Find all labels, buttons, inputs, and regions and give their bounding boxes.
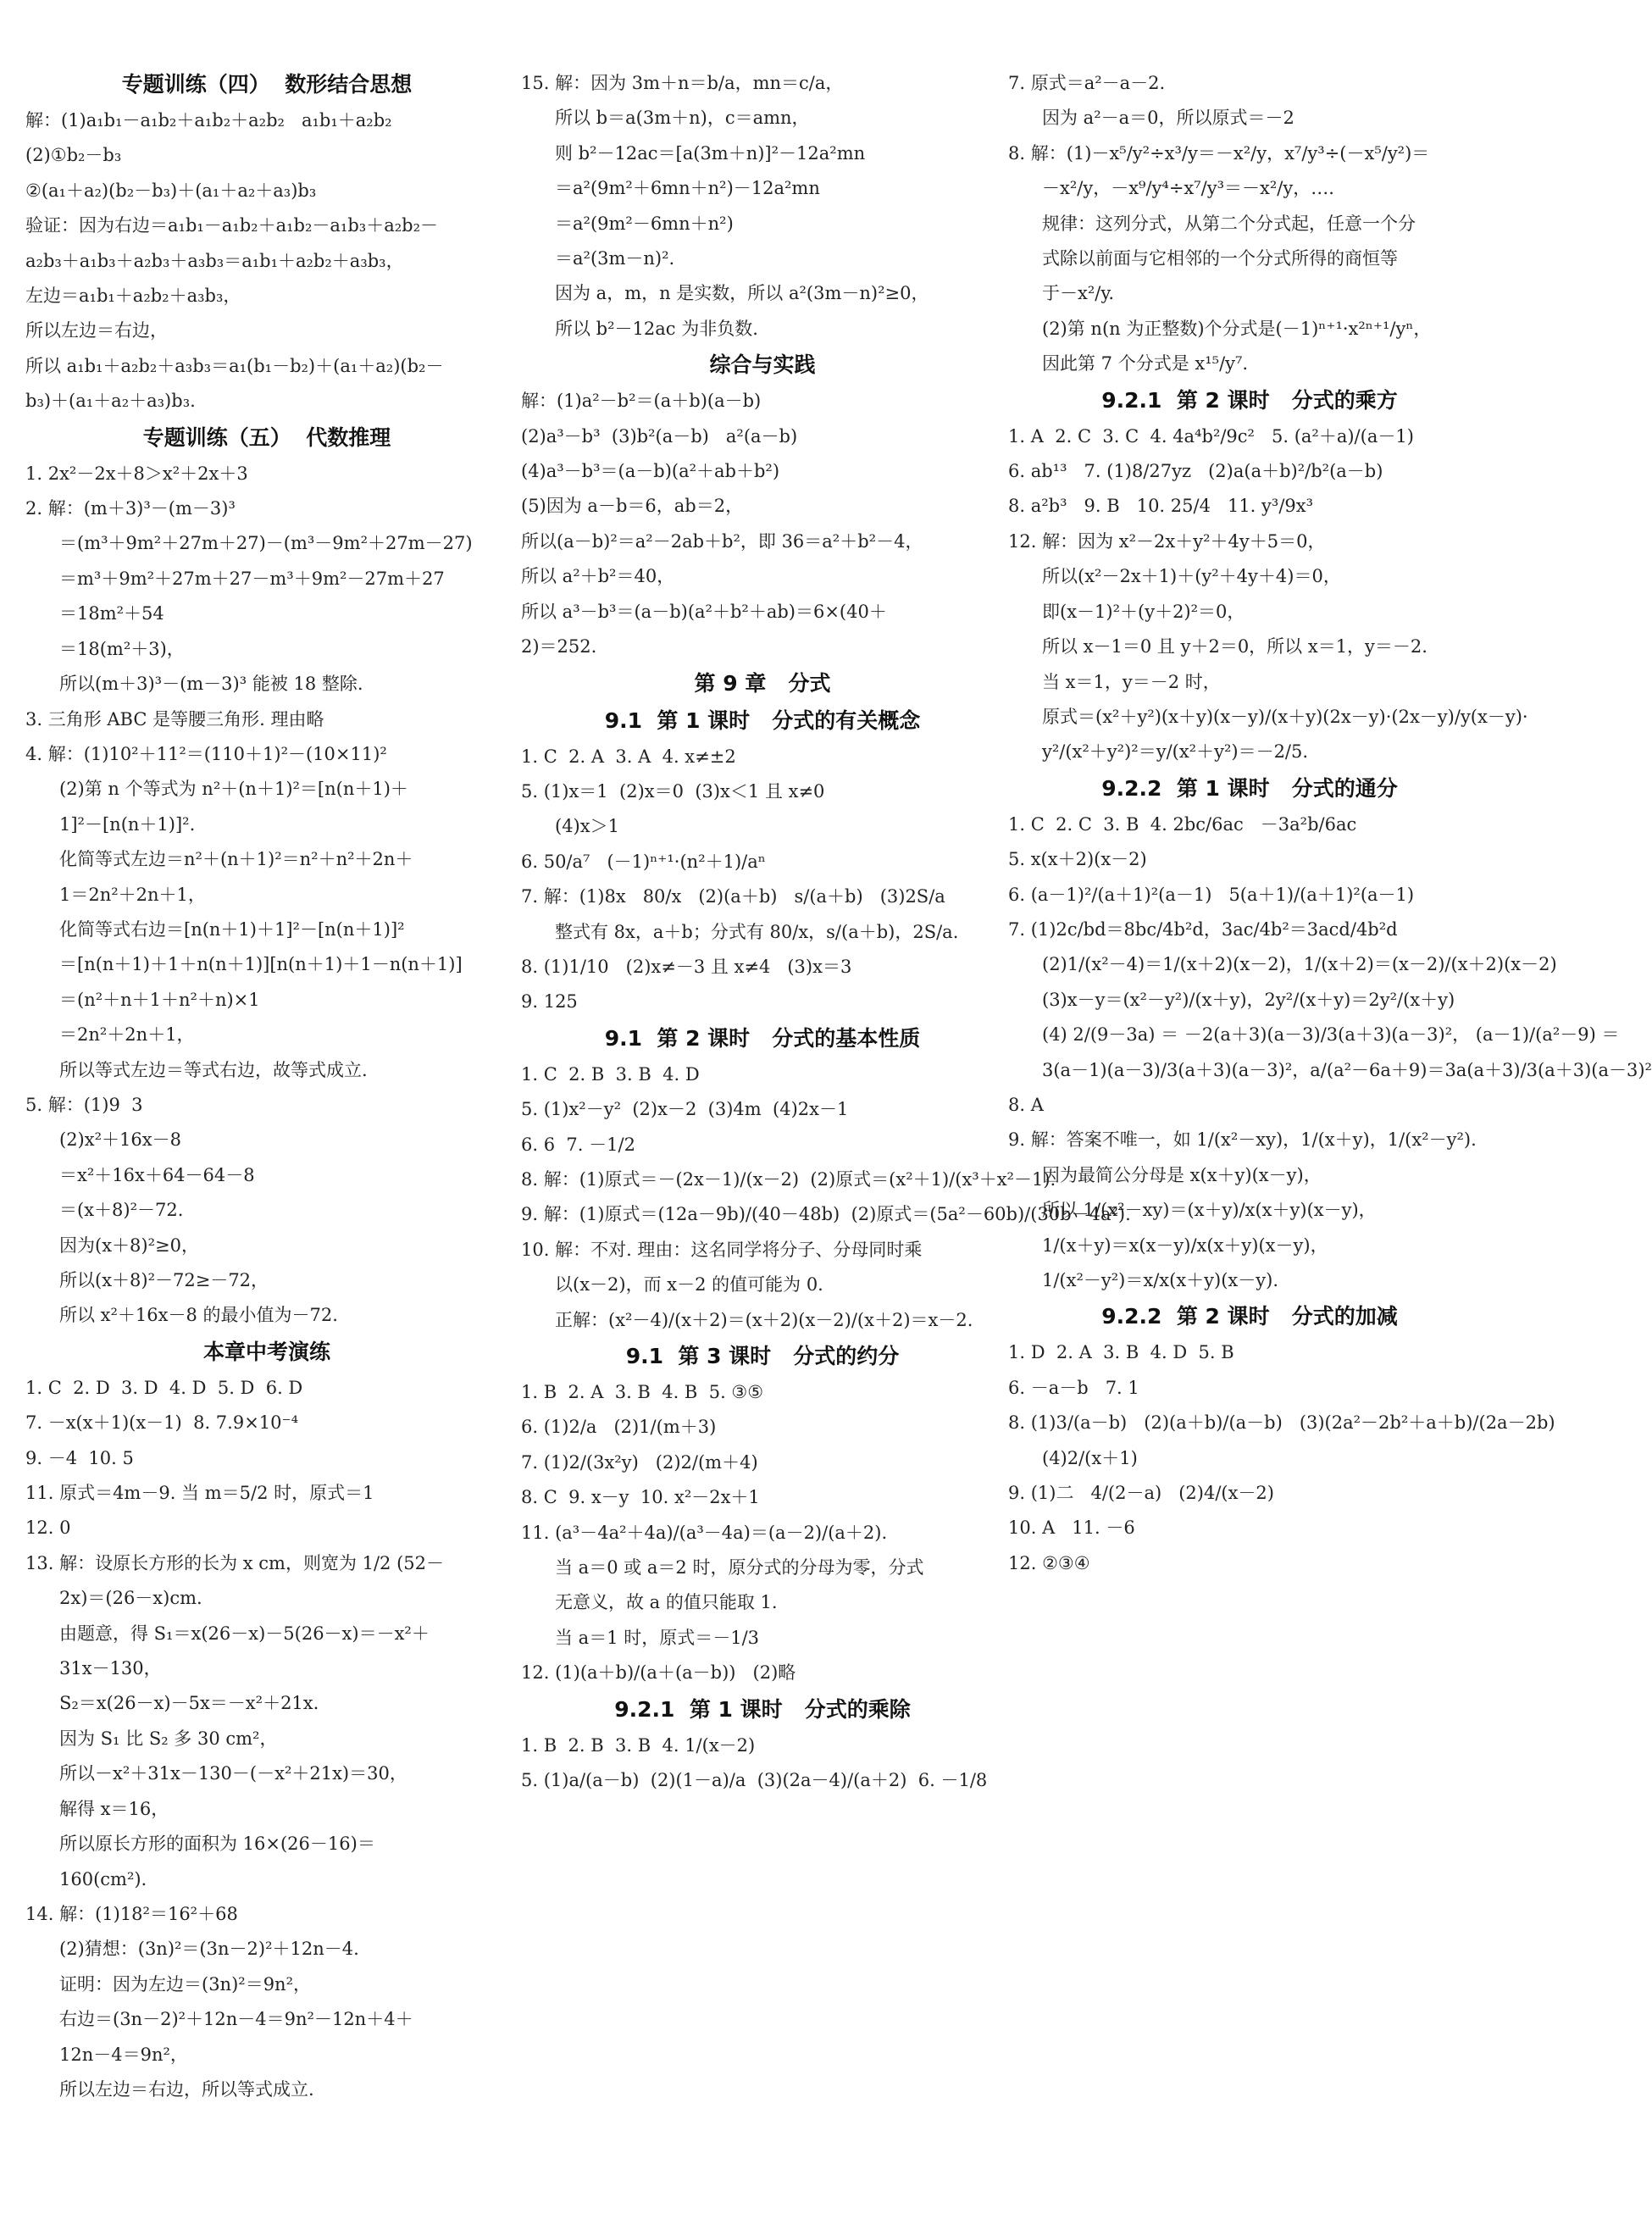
answer-line: 以(x－2)，而 x－2 的值可能为 0. xyxy=(555,1274,823,1296)
answer-line: 9. (1)二 4/(2－a) (2)4/(x－2) xyxy=(1008,1483,1274,1504)
answer-line: 7. (1)2/(3x²y) (2)2/(m＋4) xyxy=(521,1451,758,1473)
answer-line: 式除以前面与它相邻的一个分式所得的商恒等 xyxy=(1042,248,1398,269)
answer-line: 6. (a－1)²/(a＋1)²(a－1) 5(a＋1)/(a＋1)²(a－1) xyxy=(1008,884,1415,905)
answer-line: 3. 三角形 ABC 是等腰三角形. 理由略 xyxy=(25,708,324,730)
answer-line: 7. (1)2c/bd＝8bc/4b²d，3ac/4b²＝3acd/4b²d xyxy=(1008,918,1398,940)
answer-line: 左边＝a₁b₁＋a₂b₂＋a₃b₃， xyxy=(25,286,241,307)
answer-line: a₂b₃＋a₁b₃＋a₂b₃＋a₃b₃＝a₁b₁＋a₂b₂＋a₃b₃， xyxy=(25,250,404,271)
answer-line: 1. C 2. C 3. B 4. 2bc/6ac －3a²b/6ac xyxy=(1008,813,1357,835)
answer-line: ＝a²(9m²＋6mn＋n²)－12a²mn xyxy=(555,178,820,199)
answer-line: ＝(n²＋n＋1＋n²＋n)×1 xyxy=(59,989,260,1010)
answer-line: 所以原长方形的面积为 16×(26－16)＝ xyxy=(59,1834,375,1855)
answer-line: 2x)＝(26－x)cm. xyxy=(59,1588,202,1609)
answer-line: 12. (1)(a＋b)/(a＋(a－b)) (2)略 xyxy=(521,1662,796,1684)
answer-line: 所以(x＋8)²－72≥－72， xyxy=(59,1270,269,1290)
answer-line: b₃)＋(a₁＋a₂＋a₃)b₃. xyxy=(25,391,196,412)
answer-line: 14. 解：(1)18²＝16²＋68 xyxy=(25,1903,238,1924)
answer-line: 因为 S₁ 比 S₂ 多 30 cm²， xyxy=(59,1728,278,1749)
answer-line: 正解：(x²－4)/(x＋2)＝(x＋2)(x－2)/(x＋2)＝x－2. xyxy=(555,1309,973,1330)
answer-line: y²/(x²＋y²)²＝y/(x²＋y²)＝－2/5. xyxy=(1042,741,1309,763)
answer-line: 11. (a³－4a²＋4a)/(a³－4a)＝(a－2)/(a＋2). xyxy=(521,1522,888,1543)
section-heading: 9.1 第 3 课时 分式的约分 xyxy=(625,1344,900,1368)
answer-line: 当 a＝1 时，原式＝－1/3 xyxy=(555,1627,760,1648)
answer-line: 5. x(x＋2)(x－2) xyxy=(1008,849,1147,870)
answer-line: 验证：因为右边＝a₁b₁－a₁b₂＋a₁b₂－a₁b₃＋a₂b₂－ xyxy=(25,215,438,236)
section-heading: 9.1 第 1 课时 分式的有关概念 xyxy=(604,707,921,733)
answer-line: 6. 50/a⁷ (－1)ⁿ⁺¹·(n²＋1)/aⁿ xyxy=(521,851,766,872)
answer-line: 规律：这列分式，从第二个分式起，任意一个分 xyxy=(1042,213,1416,234)
answer-line: 因为最简公分母是 x(x＋y)(x－y)， xyxy=(1042,1164,1322,1185)
answer-line: 6. ab¹³ 7. (1)8/27yz (2)a(a＋b)²/b²(a－b) xyxy=(1008,461,1383,482)
answer-line: (2)x²＋16x－8 xyxy=(59,1129,181,1151)
answer-line: 所以 a²＋b²＝40， xyxy=(521,566,675,587)
section-heading: 专题训练（五） 代数推理 xyxy=(142,424,391,450)
answer-line: 因为 a²－a＝0，所以原式＝－2 xyxy=(1042,108,1294,129)
answer-line: (2)a³－b³ (3)b²(a－b) a²(a－b) xyxy=(521,425,798,447)
answer-line: 证明：因为左边＝(3n)²＝9n²， xyxy=(59,1973,311,1995)
answer-line: 无意义，故 a 的值只能取 1. xyxy=(555,1592,778,1613)
answer-line: 因为(x＋8)²≥0， xyxy=(59,1235,199,1256)
answer-line: 12. 0 xyxy=(25,1517,71,1539)
answer-line: 整式有 8x，a＋b；分式有 80/x，s/(a＋b)，2S/a. xyxy=(555,921,959,942)
answer-line: 8. a²b³ 9. B 10. 25/4 11. y³/9x³ xyxy=(1008,496,1314,517)
answer-line: 则 b²－12ac＝[a(3m＋n)]²－12a²mn xyxy=(555,142,866,164)
answer-line: 4. 解：(1)10²＋11²＝(110＋1)²－(10×11)² xyxy=(25,743,387,764)
answer-line: 8. A xyxy=(1008,1094,1044,1115)
answer-line: 5. (1)a/(a－b) (2)(1－a)/a (3)(2a－4)/(a＋2) 6. －1/8 xyxy=(521,1770,988,1791)
answer-line: ＝18m²＋54 xyxy=(59,603,164,624)
answer-line: 当 x＝1，y＝－2 时， xyxy=(1042,671,1221,692)
answer-line: 15. 解：因为 3m＋n＝b/a，mn＝c/a， xyxy=(521,73,844,93)
section-heading: 9.2.2 第 1 课时 分式的通分 xyxy=(1101,775,1398,801)
section-heading: 综合与实践 xyxy=(709,352,816,378)
answer-line: 8. (1)1/10 (2)x≠－3 且 x≠4 (3)x＝3 xyxy=(521,956,852,977)
answer-line: 6. －a－b 7. 1 xyxy=(1008,1377,1139,1398)
answer-line: (2)第 n(n 为正整数)个分式是(－1)ⁿ⁺¹·x²ⁿ⁺¹/yⁿ， xyxy=(1042,318,1432,339)
answer-line: 1/(x²－y²)＝x/x(x＋y)(x－y). xyxy=(1042,1270,1278,1290)
answer-line: S₂＝x(26－x)－5x＝－x²＋21x. xyxy=(59,1693,319,1714)
answer-column-1 xyxy=(25,66,508,2107)
answer-line: 12. ②③④ xyxy=(1008,1552,1090,1573)
answer-column-3 xyxy=(1008,66,1652,1581)
answer-line: 7. －x(x＋1)(x－1) 8. 7.9×10⁻⁴ xyxy=(25,1412,299,1434)
answer-line: (4)2/(x＋1) xyxy=(1042,1447,1138,1468)
answer-line: 6. 6 7. －1/2 xyxy=(521,1134,635,1155)
answer-line: 所以 b²－12ac 为非负数. xyxy=(555,318,758,339)
answer-line: 9. 解：(1)原式＝(12a－9b)/(40－48b) (2)原式＝(5a²－60b)/(30b－4a²). xyxy=(521,1204,1131,1225)
answer-line: 8. (1)3/(a－b) (2)(a＋b)/(a－b) (3)(2a²－2b²＋a＋b)/(2a－2b) xyxy=(1008,1412,1555,1434)
answer-line: 10. 解：不对. 理由：这名同学将分子、分母同时乘 xyxy=(521,1239,923,1260)
answer-line: 9. 125 xyxy=(521,991,578,1013)
answer-line: 由题意，得 S₁＝x(26－x)－5(26－x)＝－x²＋ xyxy=(59,1623,430,1644)
answer-line: 解：(1)a²－b²＝(a＋b)(a－b) xyxy=(521,391,762,412)
answer-line: 当 a＝0 或 a＝2 时，原分式的分母为零，分式 xyxy=(555,1557,924,1579)
answer-line: 3(a－1)(a－3)/3(a＋3)(a－3)²，a/(a²－6a＋9)＝3a(a＋3)/3(a＋3)(a－3)² xyxy=(1042,1059,1652,1080)
answer-line: 12. 解：因为 x²－2x＋y²＋4y＋5＝0， xyxy=(1008,530,1326,552)
answer-line: 1＝2n²＋2n＋1， xyxy=(59,884,206,905)
answer-line: 8. C 9. x－y 10. x²－2x＋1 xyxy=(521,1487,760,1508)
answer-line: 化简等式左边＝n²＋(n＋1)²＝n²＋n²＋2n＋ xyxy=(59,849,413,870)
answer-line: ＝(x＋8)²－72. xyxy=(59,1200,184,1221)
answer-line: 所以(a－b)²＝a²－2ab＋b²，即 36＝a²＋b²－4， xyxy=(521,530,923,552)
answer-line: ＝18(m²＋3)， xyxy=(59,638,185,659)
answer-line: 1. D 2. A 3. B 4. D 5. B xyxy=(1008,1342,1234,1363)
answer-line: 1. A 2. C 3. C 4. 4a⁴b²/9c² 5. (a²＋a)/(a－1) xyxy=(1008,425,1414,447)
answer-line: 1. C 2. A 3. A 4. x≠±2 xyxy=(521,746,736,767)
answer-line: ＝x²＋16x＋64－64－8 xyxy=(59,1164,255,1185)
answer-line: (2)第 n 个等式为 n²＋(n＋1)²＝[n(n＋1)＋ xyxy=(59,779,408,800)
answer-line: (2)1/(x²－4)＝1/(x＋2)(x－2)，1/(x＋2)＝(x－2)/(x＋2)(x－2) xyxy=(1042,954,1557,975)
section-heading: 9.2.2 第 2 课时 分式的加减 xyxy=(1101,1304,1398,1329)
answer-line: 原式＝(x²＋y²)(x＋y)(x－y)/(x＋y)(2x－y)·(2x－y)/y(x－y)· xyxy=(1042,706,1528,727)
answer-line: －x²/y，－x⁹/y⁴÷x⁷/y³＝－x²/y，…. xyxy=(1042,178,1334,199)
answer-line: 5. 解：(1)9 3 xyxy=(25,1094,143,1115)
section-heading: 本章中考演练 xyxy=(202,1339,330,1364)
answer-line: (2)①b₂－b₃ xyxy=(25,145,122,166)
answer-line: 1. B 2. A 3. B 4. B 5. ③⑤ xyxy=(521,1382,764,1402)
answer-line: 化简等式右边＝[n(n＋1)＋1]²－[n(n＋1)]² xyxy=(59,918,405,940)
answer-line: (4) 2/(9－3a) ＝ －2(a＋3)(a－3)/3(a＋3)(a－3)²， (a－1)/(a²－9) ＝ xyxy=(1042,1024,1620,1046)
answer-line: 31x－130， xyxy=(59,1658,162,1679)
answer-line: 解：(1)a₁b₁－a₁b₂＋a₁b₂＋a₂b₂ a₁b₁＋a₂b₂ xyxy=(25,110,392,130)
answer-line: 所以 a³－b³＝(a－b)(a²＋b²＋ab)＝6×(40＋ xyxy=(521,601,887,622)
answer-line: 9. 解：答案不唯一，如 1/(x²－xy)，1/(x＋y)，1/(x²－y²). xyxy=(1008,1129,1477,1151)
answer-line: 所以等式左边＝等式右边，故等式成立. xyxy=(59,1059,368,1080)
answer-line: 2. 解：(m＋3)³－(m－3)³ xyxy=(25,498,236,519)
section-heading: 9.1 第 2 课时 分式的基本性质 xyxy=(604,1025,921,1051)
answer-line: 1. B 2. B 3. B 4. 1/(x－2) xyxy=(521,1734,756,1756)
answer-line: 7. 解：(1)8x 80/x (2)(a＋b) s/(a＋b) (3)2S/a xyxy=(521,886,945,907)
answer-line: 1/(x＋y)＝x(x－y)/x(x＋y)(x－y)， xyxy=(1042,1235,1328,1256)
answer-line: 5. (1)x＝1 (2)x＝0 (3)x＜1 且 x≠0 xyxy=(521,780,825,802)
answer-line: 8. 解：(1)－x⁵/y²÷x³/y＝－x²/y，x⁷/y³÷(－x⁵/y²)＝ xyxy=(1008,142,1430,164)
answer-line: 1. 2x²－2x＋8＞x²＋2x＋3 xyxy=(25,463,248,484)
answer-line: ＝2n²＋2n＋1， xyxy=(59,1024,195,1046)
answer-line: 所以 a₁b₁＋a₂b₂＋a₃b₃＝a₁(b₁－b₂)＋(a₁＋a₂)(b₂－ xyxy=(25,355,444,376)
answer-line: 所以 x－1＝0 且 y＋2＝0，所以 x＝1，y＝－2. xyxy=(1042,636,1427,657)
answer-line: (3)x－y＝(x²－y²)/(x＋y)，2y²/(x＋y)＝2y²/(x＋y) xyxy=(1042,989,1455,1010)
answer-line: (5)因为 a－b＝6，ab＝2， xyxy=(521,496,744,517)
answer-line: 12n－4＝9n²， xyxy=(59,2044,188,2065)
answer-line: (4)x＞1 xyxy=(555,816,619,837)
answer-line: ＝a²(3m－n)². xyxy=(555,248,675,269)
answer-line: 所以－x²＋31x－130－(－x²＋21x)＝30， xyxy=(59,1763,407,1784)
section-heading: 9.2.1 第 1 课时 分式的乘除 xyxy=(614,1696,911,1722)
answer-line: 8. 解：(1)原式＝－(2x－1)/(x－2) (2)原式＝(x²＋1)/(x³＋x²－1). xyxy=(521,1168,1056,1190)
answer-line: 所以左边＝右边，所以等式成立. xyxy=(59,2078,314,2100)
answer-line: 所以(m＋3)³－(m－3)³ 能被 18 整除. xyxy=(59,674,363,695)
answer-line: 1. C 2. D 3. D 4. D 5. D 6. D xyxy=(25,1377,303,1398)
answer-line: 因为 a，m，n 是实数，所以 a²(3m－n)²≥0， xyxy=(555,283,929,304)
answer-line: 9. －4 10. 5 xyxy=(25,1447,134,1468)
answer-line: 所以 1/(x²－xy)＝(x＋y)/x(x＋y)(x－y)， xyxy=(1042,1200,1377,1221)
section-heading: 9.2.1 第 2 课时 分式的乘方 xyxy=(1101,387,1398,413)
answer-line: ＝m³＋9m²＋27m＋27－m³＋9m²－27m＋27 xyxy=(59,568,445,589)
answer-line: ＝(m³＋9m²＋27m＋27)－(m³－9m²＋27m－27) xyxy=(59,533,473,554)
section-heading: 专题训练（四） 数形结合思想 xyxy=(121,72,413,97)
answer-line: ②(a₁＋a₂)(b₂－b₃)＋(a₁＋a₂＋a₃)b₃ xyxy=(25,180,317,201)
answer-line: 11. 原式＝4m－9. 当 m＝5/2 时，原式＝1 xyxy=(25,1483,374,1504)
answer-line: 1. C 2. B 3. B 4. D xyxy=(521,1063,700,1085)
answer-line: 所以 x²＋16x－8 的最小值为－72. xyxy=(59,1305,338,1326)
answer-line: 所以(x²－2x＋1)＋(y²＋4y＋4)＝0， xyxy=(1042,566,1341,587)
answer-line: 所以 b＝a(3m＋n)，c＝amn， xyxy=(555,108,810,129)
answer-line: 1]²－[n(n＋1)]². xyxy=(59,813,196,835)
answer-line: 6. (1)2/a (2)1/(m＋3) xyxy=(521,1417,717,1438)
answer-line: 2)＝252. xyxy=(521,636,597,657)
answer-line: 于－x²/y. xyxy=(1042,283,1115,304)
answer-line: 解得 x＝16， xyxy=(59,1798,169,1819)
answer-line: (4)a³－b³＝(a－b)(a²＋ab＋b²) xyxy=(521,461,780,482)
section-heading: 第 9 章 分式 xyxy=(694,670,831,696)
answer-line: 160(cm²). xyxy=(59,1868,147,1889)
answer-line: 10. A 11. －6 xyxy=(1008,1517,1135,1539)
answer-line: 所以左边＝右边， xyxy=(25,320,168,341)
answer-line: 右边＝(3n－2)²＋12n－4＝9n²－12n＋4＋ xyxy=(59,2009,413,2030)
answer-line: (2)猜想：(3n)²＝(3n－2)²＋12n－4. xyxy=(59,1939,359,1960)
answer-line: 因此第 7 个分式是 x¹⁵/y⁷. xyxy=(1042,353,1249,375)
answer-line: 13. 解：设原长方形的长为 x cm，则宽为 1/2 (52－ xyxy=(25,1552,445,1573)
answer-line: 即(x－1)²＋(y＋2)²＝0， xyxy=(1042,601,1245,622)
answer-line: 5. (1)x²－y² (2)x－2 (3)4m (4)2x－1 xyxy=(521,1099,849,1120)
answer-line: ＝[n(n＋1)＋1＋n(n＋1)][n(n＋1)＋1－n(n＋1)] xyxy=(59,954,463,975)
answer-line: 7. 原式＝a²－a－2. xyxy=(1008,73,1166,93)
answer-line: ＝a²(9m²－6mn＋n²) xyxy=(555,213,734,234)
